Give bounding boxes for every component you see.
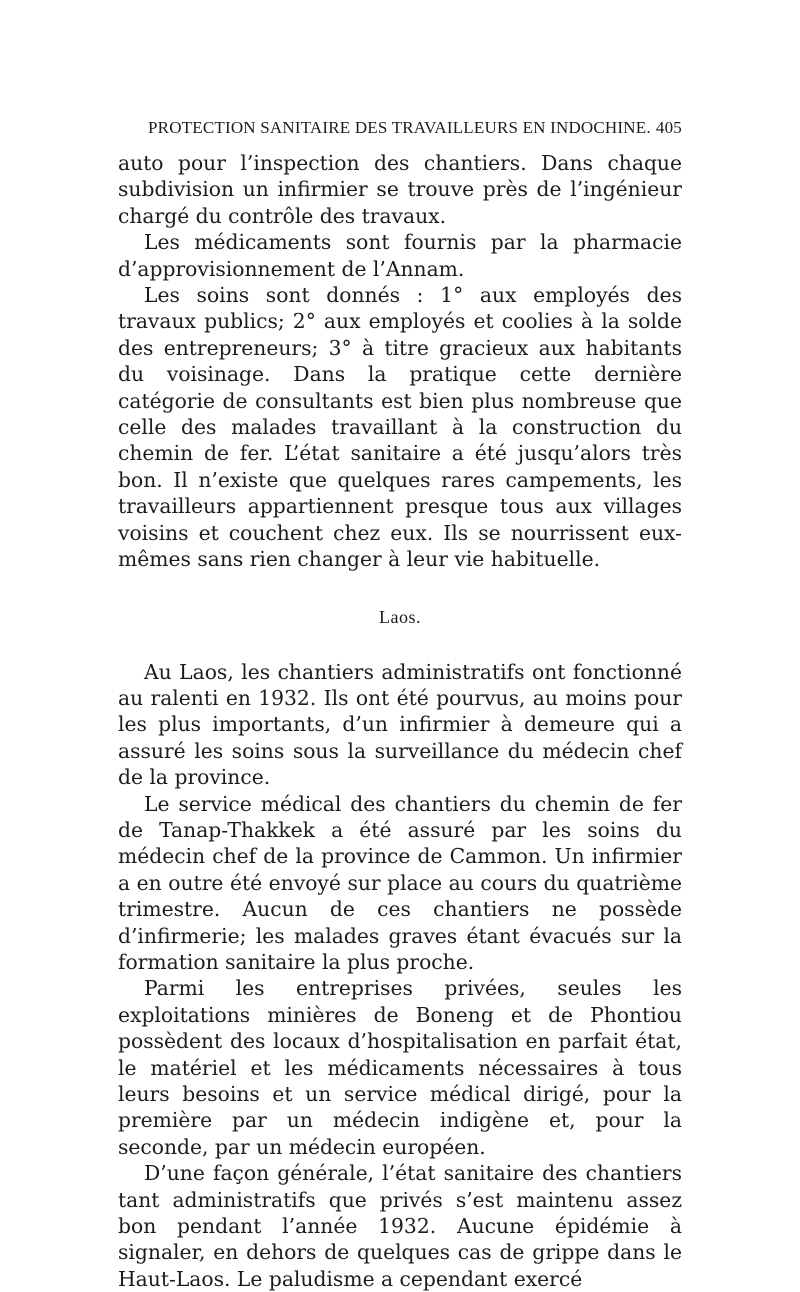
header-title: PROTECTION SANITAIRE DES TRAVAILLEURS EN INDOCHINE. — [148, 118, 651, 137]
paragraph: auto pour l’inspection des chantiers. Dans chaque subdivision un infirmier se trouve près de l’ingénieur chargé du contrôle des travaux. — [118, 151, 682, 228]
paragraph: Au Laos, les chantiers administratifs ont fonctionné au ralenti en 1932. Ils ont été pourvus, au moins pour les plus importants, d’un infirmier à demeure qui a assuré les soins sous la surveillance du médecin chef de la province. — [118, 659, 682, 790]
paragraph: Parmi les entreprises privées, seules les exploitations minières de Boneng et de Phontiou possèdent des locaux d’hospitalisation en parfait état, le matériel et les médicaments nécessaires à tous leurs besoins et un service médical dirigé, pour la première par un médecin indigène et, pour la seconde, par un médecin européen. — [118, 976, 682, 1159]
page-number: 405 — [655, 118, 682, 137]
running-header — [148, 118, 682, 138]
paragraph: Les médicaments sont fournis par la pharmacie d’approvisionnement de l’Annam. — [118, 230, 682, 281]
paragraph: D’une façon générale, l’état sanitaire des chantiers tant administratifs que privés s’est maintenu assez bon pendant l’année 1932. Aucune épidémie à signaler, en dehors de quelques cas de grippe dans le Haut-Laos. Le paludisme a cependant exercé — [118, 1161, 682, 1291]
body-text — [118, 150, 682, 1292]
section-heading: Laos. — [379, 606, 421, 627]
paragraph: Le service médical des chantiers du chemin de fer de Tanap-Thakkek a été assuré par les soins du médecin chef de la province de Cammon. Un infirmier a en outre été envoyé sur place au cours du quatrième trimestre. Aucun de ces chantiers ne possède d’infirmerie; les malades graves étant évacués sur la formation sanitaire la plus proche. — [118, 791, 682, 974]
paragraph: Les soins sont donnés : 1° aux employés des travaux publics; 2° aux employés et coolies à la solde des entrepreneurs; 3° à titre gracieux aux habitants du voisinage. Dans la pratique cette dernière catégorie de consultants est bien plus nombreuse que celle des malades travaillant à la construction du chemin de fer. L’état sanitaire a été jusqu’alors très bon. Il n’existe que quelques rares campements, les travailleurs appartiennent presque tous aux villages voisins et couchent chez eux. Ils se nourrissent eux-mêmes sans rien changer à leur vie habituelle. — [118, 283, 682, 572]
